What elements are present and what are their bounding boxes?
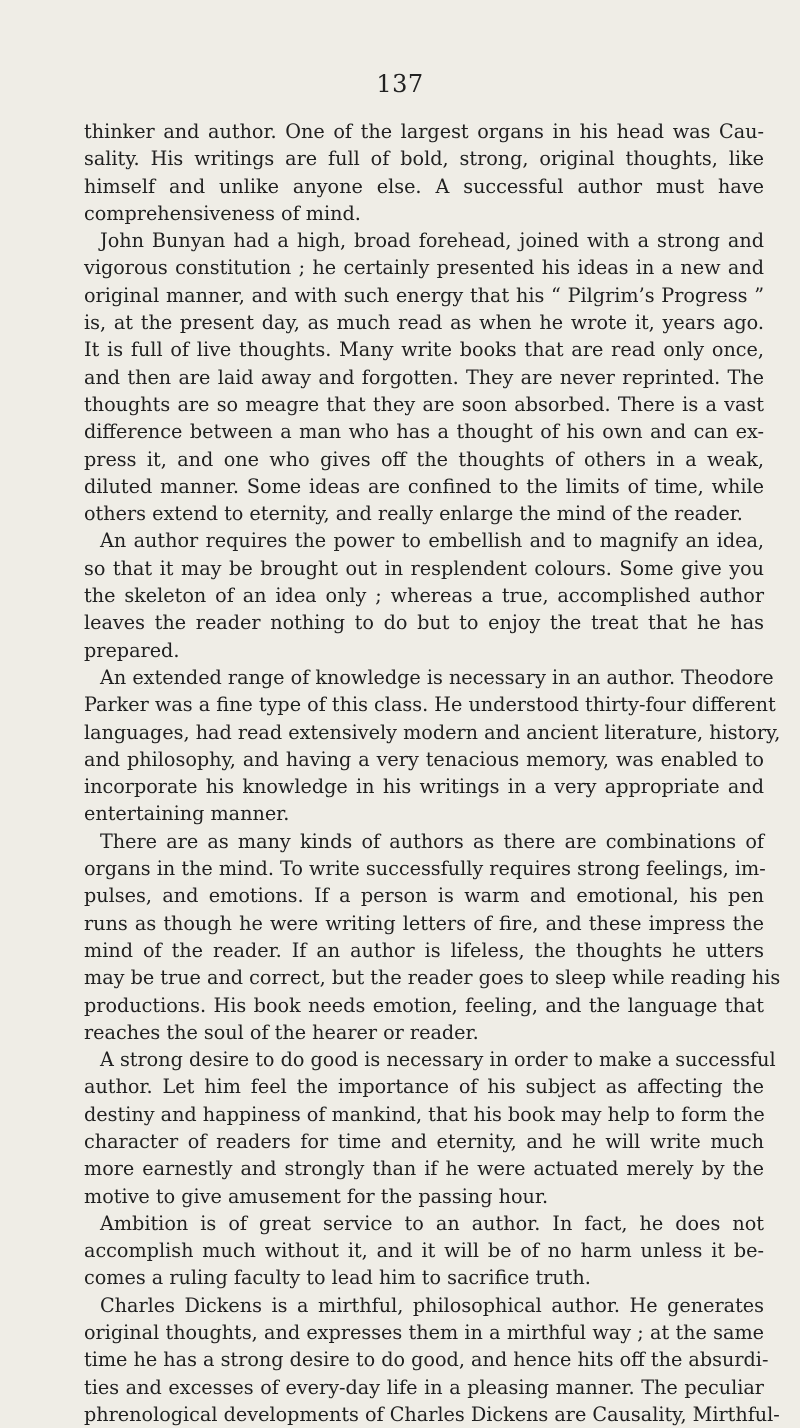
text-line: Parker was a fine type of this class. He understood thirty-four different: [84, 693, 776, 717]
text-line: time he has a strong desire to do good, and hence hits off the absurdi-: [84, 1348, 769, 1372]
text-line: character of readers for time and eternity, and he will write much: [84, 1129, 764, 1153]
text-line: ties and excesses of every-day life in a pleasing manner. The peculiar: [84, 1375, 764, 1399]
text-line: thinker and author. One of the largest organs in his head was Cau-: [84, 120, 764, 143]
text-line: entertaining manner.: [84, 802, 290, 826]
text-line: sality. His writings are full of bold, strong, original thoughts, like: [84, 147, 764, 171]
text-line: comes a ruling faculty to lead him to sacrifice truth.: [84, 1266, 591, 1290]
text-line: so that it may be brought out in resplendent colours. Some give you: [84, 556, 764, 580]
text-line: Charles Dickens is a mirthful, philosophical author. He generates: [100, 1293, 764, 1317]
text-line: himself and unlike anyone else. A successful author must have: [84, 174, 764, 198]
text-line: thoughts are so meagre that they are soon absorbed. There is a vast: [84, 392, 764, 416]
text-line: There are as many kinds of authors as there are combinations of: [100, 829, 764, 853]
text-line: accomplish much without it, and it will be of no harm unless it be-: [84, 1239, 764, 1263]
text-line: vigorous constitution ; he certainly presented his ideas in a new and: [84, 256, 764, 280]
text-line: A strong desire to do good is necessary in order to make a successful: [100, 1048, 776, 1072]
text-line: others extend to eternity, and really enlarge the mind of the reader.: [84, 502, 743, 526]
text-line: more earnestly and strongly than if he were actuated merely by the: [84, 1157, 764, 1181]
text-line: author. Let him feel the importance of his subject as affecting the: [84, 1075, 764, 1099]
body-text: [84, 118, 781, 1428]
text-line: and then are laid away and forgotten. They are never reprinted. The: [84, 365, 764, 389]
text-line: It is full of live thoughts. Many write books that are read only once,: [84, 338, 764, 362]
text-line: destiny and happiness of mankind, that his book may help to form the: [84, 1102, 765, 1126]
page-number: 137: [376, 70, 424, 98]
text-line: and philosophy, and having a very tenacious memory, was enabled to: [84, 747, 764, 771]
text-line: difference between a man who has a thought of his own and can ex-: [84, 420, 764, 444]
text-line: motive to give amusement for the passing hour.: [84, 1184, 549, 1208]
text-line: productions. His book needs emotion, feeling, and the language that: [84, 993, 764, 1017]
text-line: An author requires the power to embellish and to magnify an idea,: [100, 529, 764, 553]
text-line: leaves the reader nothing to do but to enjoy the treat that he has: [84, 611, 764, 635]
text-line: languages, had read extensively modern and ancient literature, history,: [84, 720, 781, 744]
text-line: phrenological developments of Charles Dickens are Causality, Mirthful-: [84, 1402, 780, 1426]
text-line: prepared.: [84, 638, 180, 662]
text-line: press it, and one who gives off the thoughts of others in a weak,: [84, 447, 764, 471]
text-line: original manner, and with such energy that his “ Pilgrim’s Progress ”: [84, 283, 764, 307]
text-line: is, at the present day, as much read as when he wrote it, years ago.: [84, 311, 764, 335]
text-line: Ambition is of great service to an author. In fact, he does not: [100, 1211, 764, 1235]
text-line: comprehensiveness of mind.: [84, 201, 361, 225]
text-line: may be true and correct, but the reader goes to sleep while reading his: [84, 966, 781, 990]
text-line: original thoughts, and expresses them in a mirthful way ; at the same: [84, 1321, 764, 1345]
text-line: runs as though he were writing letters of fire, and these impress the: [84, 911, 764, 935]
text-line: John Bunyan had a high, broad forehead, joined with a strong and: [100, 229, 764, 253]
text-line: pulses, and emotions. If a person is warm and emotional, his pen: [84, 884, 764, 908]
text-line: the skeleton of an idea only ; whereas a true, accomplished author: [84, 584, 764, 608]
text-line: reaches the soul of the hearer or reader.: [84, 1020, 479, 1044]
text-line: mind of the reader. If an author is lifeless, the thoughts he utters: [84, 938, 764, 962]
text-line: An extended range of knowledge is necessary in an author. Theodore: [100, 665, 774, 689]
text-line: diluted manner. Some ideas are confined to the limits of time, while: [84, 474, 764, 498]
text-line: organs in the mind. To write successfully requires strong feelings, im-: [84, 857, 766, 881]
text-line: incorporate his knowledge in his writings in a very appropriate and: [84, 775, 764, 799]
